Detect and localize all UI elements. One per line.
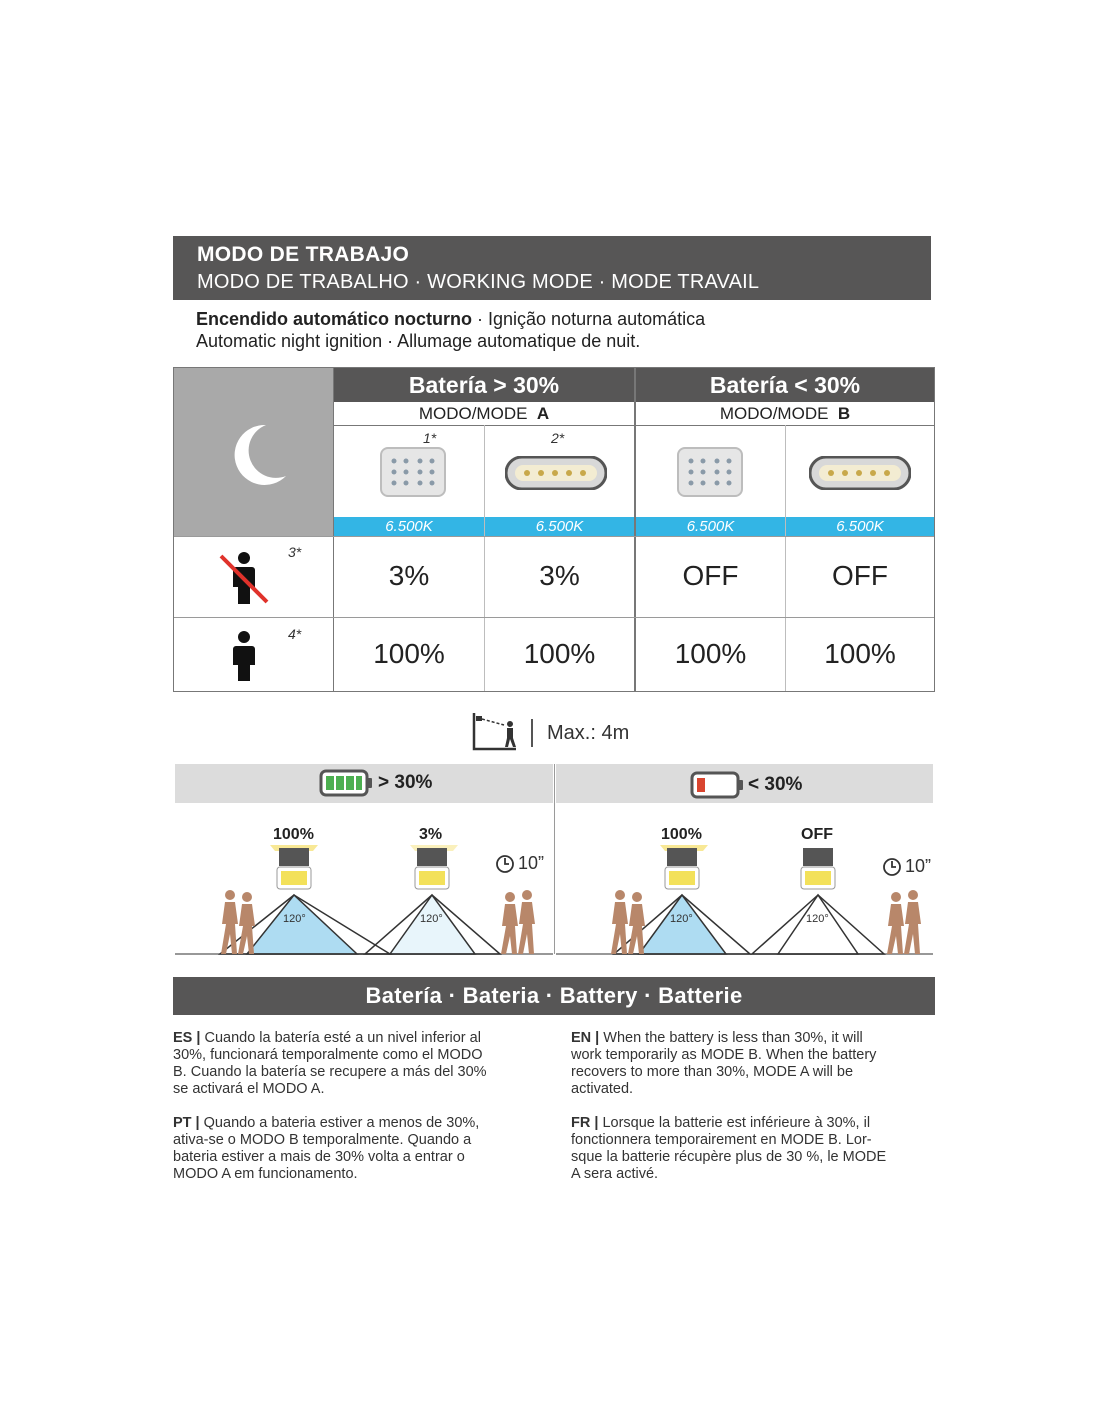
mode-a-prefix: MODO/MODE (418, 404, 528, 423)
sensor-distance-icon (470, 711, 520, 753)
presence-person-icon (228, 630, 260, 682)
para-line: work temporarily as MODE B. When the battery (571, 1047, 877, 1063)
row-note-3: 3* (288, 544, 302, 560)
battery-high-header: Batería > 30% (334, 368, 634, 402)
color-temp-3: 6.500K (686, 518, 735, 535)
led-panel-product-icon (380, 447, 446, 497)
timer-label: 10” (518, 853, 545, 873)
para-line: B. Cuando la batería se recupere a más del 30% (173, 1064, 487, 1080)
para-line: bateria estiver a mais de 30% volta a entrar o (173, 1149, 465, 1165)
row-note-4: 4* (288, 626, 302, 642)
led-bar-product-icon (809, 456, 911, 490)
para-line: MODO A em funcionamento. (173, 1166, 358, 1182)
lang-tag: FR | (571, 1115, 599, 1131)
angle-label: 120° (670, 913, 693, 925)
intro-line2: Automatic night ignition · Allumage automatique de nuit. (196, 331, 641, 351)
battery-high-label: > 30% (378, 772, 433, 793)
para-line: fonctionnera temporairement en MODE B. Lor- (571, 1132, 872, 1148)
color-temp-2: 6.500K (535, 518, 584, 535)
battery-low-icon (690, 770, 746, 800)
value-cell: 100% (373, 638, 445, 669)
value-cell: 3% (539, 560, 580, 591)
lang-tag: EN | (571, 1030, 600, 1046)
page-subtitle: MODO DE TRABALHO · WORKING MODE · MODE TRAVAIL (197, 271, 760, 293)
product-note-1: 1* (423, 430, 437, 446)
led-bar-product-icon (505, 456, 607, 490)
night-cell (174, 368, 333, 536)
lamp2-level: OFF (801, 826, 833, 843)
color-temp-4: 6.500K (836, 518, 884, 535)
para-line: activated. (571, 1081, 634, 1097)
para-line: se activará el MODO A. (173, 1081, 325, 1097)
battery-low-header: Batería < 30% (636, 368, 934, 402)
mode-a-label (334, 403, 634, 426)
intro-text (196, 308, 705, 352)
lang-tag: PT | (173, 1115, 200, 1131)
battery-banner: Batería · Bateria · Battery · Batterie (173, 977, 935, 1015)
divider (554, 764, 555, 954)
lamp1-level: 100% (661, 826, 702, 843)
header-banner (173, 236, 931, 300)
lang-tag: ES | (173, 1030, 201, 1046)
angle-label: 120° (420, 913, 443, 925)
paragraph-en (571, 1030, 941, 1098)
angle-label: 120° (283, 913, 306, 925)
value-cell: 3% (388, 560, 430, 591)
para-line: Lorsque la batterie est inférieure à 30%, il (602, 1115, 871, 1131)
grid-line (174, 617, 934, 618)
max-distance-label: Max.: 4m (547, 722, 630, 744)
mode-b-letter: B (837, 404, 851, 423)
grid-line (174, 536, 934, 537)
motion-scene-high (175, 845, 553, 957)
paragraph-fr (571, 1115, 941, 1183)
para-line: Quando a bateria estiver a menos de 30%, (203, 1115, 480, 1131)
motion-scene-low (556, 845, 933, 957)
para-line: sque la batterie récupère plus de 30 %, le MODE (571, 1149, 887, 1165)
value-cell: OFF (682, 560, 739, 591)
mode-b-prefix: MODO/MODE (719, 404, 829, 423)
battery-low-label: < 30% (748, 774, 803, 795)
para-line: recovers to more than 30%, MODE A will be (571, 1064, 854, 1080)
para-line: 30%, funcionará temporalmente como el MODO (173, 1047, 483, 1063)
value-cell: 100% (523, 638, 596, 669)
moon-icon (174, 368, 333, 536)
no-presence-icon (218, 550, 270, 606)
lamp1-level: 100% (273, 826, 314, 843)
paragraph-es (173, 1030, 543, 1098)
mode-a-letter: A (536, 404, 550, 423)
page-title: MODO DE TRABAJO (197, 243, 410, 266)
para-line: A sera activé. (571, 1166, 659, 1182)
product-note-2: 2* (551, 430, 565, 446)
battery-full-icon (319, 768, 375, 798)
intro-line1: · Ignição noturna automática (472, 309, 706, 329)
value-cell: OFF (832, 560, 888, 591)
timer-label: 10” (905, 856, 932, 876)
value-cell: 100% (674, 638, 747, 669)
para-line: When the battery is less than 30%, it will (603, 1030, 863, 1046)
led-panel-product-icon (677, 447, 743, 497)
paragraph-pt (173, 1115, 543, 1183)
para-line: Cuando la batería esté a un nivel inferior al (204, 1030, 481, 1046)
color-temp-1: 6.500K (385, 518, 433, 535)
intro-bold: Encendido automático nocturno (196, 309, 473, 329)
value-cell: 100% (824, 638, 896, 669)
angle-label: 120° (806, 913, 829, 925)
divider (531, 719, 533, 747)
mode-b-label (636, 403, 934, 426)
lamp2-level: 3% (419, 826, 443, 843)
para-line: ativa-se o MODO B temporalmente. Quando a (173, 1132, 472, 1148)
